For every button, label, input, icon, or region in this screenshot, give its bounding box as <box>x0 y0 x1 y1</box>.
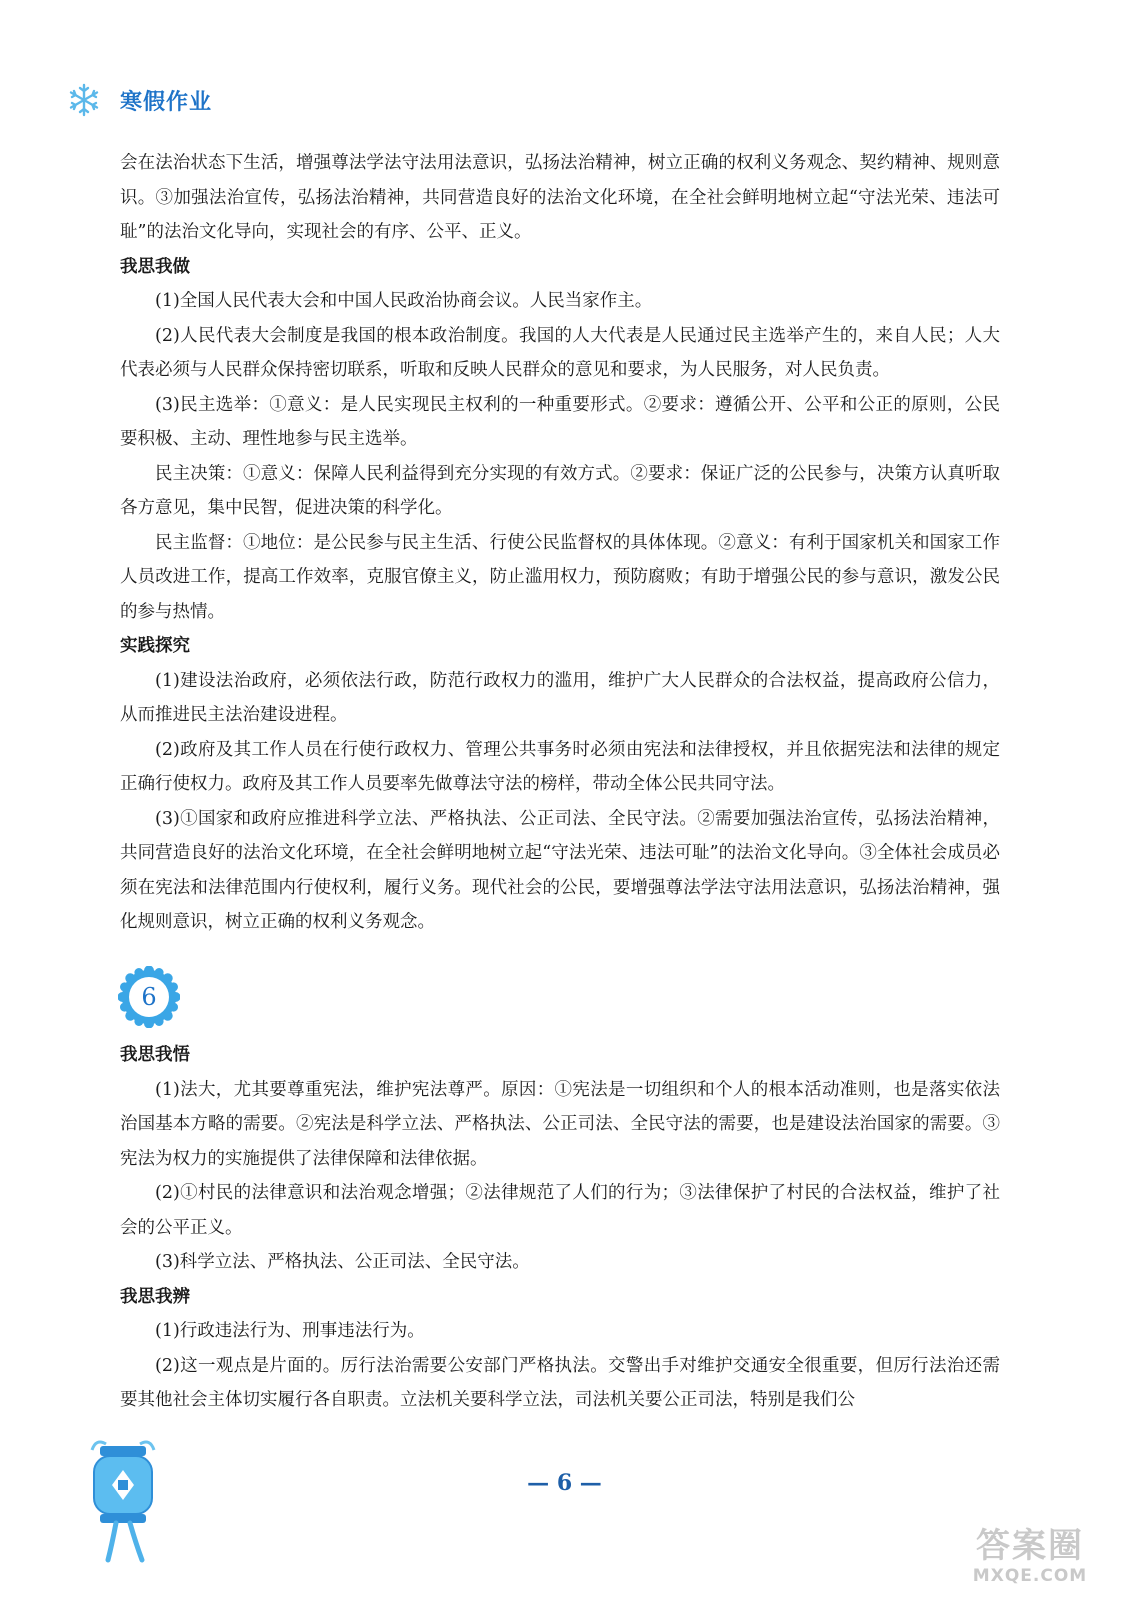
answer-item: (2)这一观点是片面的。厉行法治需要公安部门严格执法。交警出手对维护交通安全很重要，但厉行法治还需要其他社会主体切实履行各自职责。立法机关要科学立法，司法机关要公正司法，特别是我们公 <box>120 1355 1000 1410</box>
answer-item: (1)法大，尤其要尊重宪法，维护宪法尊严。原因：①宪法是一切组织和个人的根本活动准则，也是落实依法治国基本方略的需要。②宪法是科学立法、严格执法、公正司法、全民守法的需要，也是建设法治国家的需要。③宪法为权力的实施提供了法律保障和法律依据。 <box>120 1079 1000 1169</box>
answer-item: (3)科学立法、严格执法、公正司法、全民守法。 <box>155 1252 530 1272</box>
header <box>66 80 212 120</box>
paragraph: 会在法治状态下生活，增强尊法学法守法用法意识，弘扬法治精神，树立正确的权利义务观念、契约精神、规则意识。③加强法治宣传，弘扬法治精神，共同营造良好的法治文化环境，在全社会鲜明地树立起“守法光荣、违法可耻”的法治文化导向，实现社会的有序、公平、正义。 <box>120 153 1000 242</box>
watermark <box>955 1526 1105 1586</box>
answer-item: (2)政府及其工作人员在行使行政权力、管理公共事务时必须由宪法和法律授权，并且依据宪法和法律的规定正确行使权力。政府及其工作人员要率先做尊法守法的榜样，带动全体公民共同守法。 <box>120 739 1000 794</box>
answer-item: (1)全国人民代表大会和中国人民政治协商会议。人民当家作主。 <box>155 291 653 311</box>
answer-item: 民主监督：①地位：是公民参与民主生活、行使公民监督权的具体体现。②意义：有利于国家机关和国家工作人员改进工作，提高工作效率，克服官僚主义，防止滥用权力，预防腐败；有助于增强公民的参与意识，激发公民的参与热情。 <box>120 532 1000 622</box>
watermark-url: MXQE.COM <box>972 1566 1088 1586</box>
answer-item: (3)民主选举：①意义：是人民实现民主权利的一种重要形式。②要求：遵循公开、公平和公正的原则，公民要积极、主动、理性地参与民主选举。 <box>120 394 1000 449</box>
section-answers-6 <box>120 1038 1000 1418</box>
answer-item: 民主决策：①意义：保障人民利益得到充分实现的有效方式。②要求：保证广泛的公民参与，决策方认真听取各方意见，集中民智，促进决策的科学化。 <box>120 463 1000 518</box>
answer-item: (1)行政违法行为、刑事违法行为。 <box>155 1321 425 1341</box>
answer-item: (2)①村民的法律意识和法治观念增强；②法律规范了人们的行为；③法律保护了村民的合法权益，维护了社会的公平正义。 <box>120 1183 1000 1238</box>
subheading-wo-si-wo-zuo: 我思我做 <box>120 256 190 277</box>
section-number-badge <box>118 966 180 1028</box>
watermark-title: 答案圈 <box>976 1526 1084 1566</box>
page-number: — 6 — <box>527 1470 602 1496</box>
badge-number: 6 <box>141 983 157 1011</box>
section-answers-5 <box>120 146 1000 940</box>
answer-item: (2)人民代表大会制度是我国的根本政治制度。我国的人大代表是人民通过民主选举产生的，来自人民；人大代表必须与人民群众保持密切联系，听取和反映人民群众的意见和要求，为人民服务，对人民负责。 <box>120 325 1000 380</box>
header-title: 寒假作业 <box>120 89 213 115</box>
snowflake-icon <box>66 82 102 118</box>
subheading-shi-jian-tan-jiu: 实践探究 <box>120 636 190 656</box>
answer-item: (3)①国家和政府应推进科学立法、严格执法、公正司法、全民守法。②需要加强法治宣传，弘扬法治精神，共同营造良好的法治文化环境，在全社会鲜明地树立起“守法光荣、违法可耻”的法治文化导向。③全体社会成员必须在宪法和法律范围内行使权利，履行义务。现代社会的公民，要增强尊法学法守法用法意识，弘扬法治精神，强化规则意识，树立正确的权利义务观念。 <box>120 808 1000 932</box>
lantern-icon <box>86 1440 160 1566</box>
answer-item: (1)建设法治政府，必须依法行政，防范行政权力的滥用，维护广大人民群众的合法权益，提高政府公信力，从而推进民主法治建设进程。 <box>120 670 1000 725</box>
subheading-wo-si-wo-bian: 我思我辨 <box>120 1286 190 1307</box>
subheading-wo-si-wo-wu: 我思我悟 <box>120 1045 190 1065</box>
